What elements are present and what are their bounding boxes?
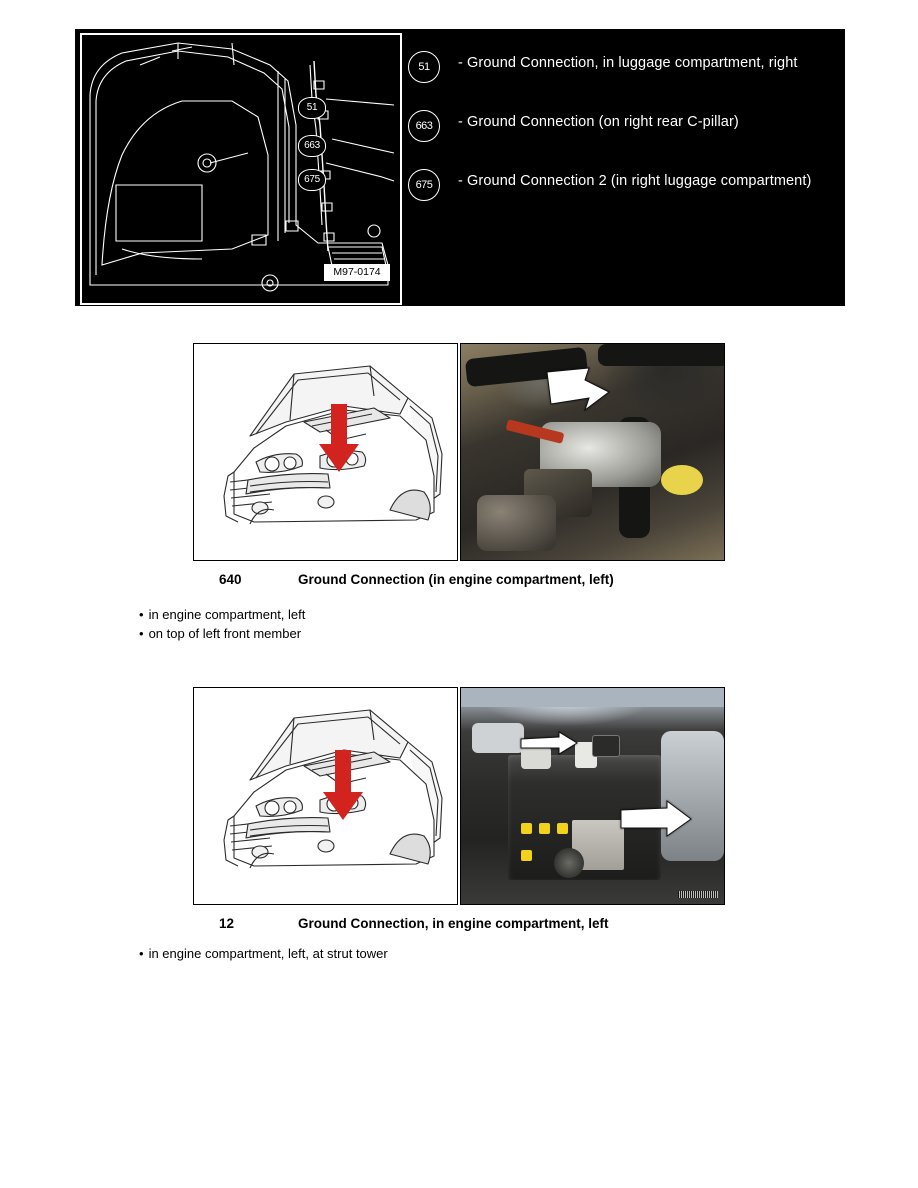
bullet-dot-icon: • (139, 946, 144, 961)
component-detail (477, 495, 556, 551)
list-item-label: in engine compartment, left (148, 607, 306, 622)
hose-detail (598, 344, 725, 366)
list-item (139, 625, 305, 644)
ground-connection-diagram-panel (75, 29, 845, 306)
warning-icon (521, 823, 532, 834)
caption-title: Ground Connection, in engine compartment, left (298, 916, 609, 931)
vehicle-illustration-12 (193, 687, 458, 905)
list-item (139, 945, 388, 964)
legend-bubble-663: 663 (408, 110, 440, 142)
section-ground-connection-640 (193, 343, 725, 590)
battery-photo-12 (460, 687, 725, 905)
battery-post (554, 848, 584, 878)
caption-number: 640 (219, 572, 242, 587)
list-item-label: on top of left front member (148, 625, 302, 641)
diagram-code: M97-0174 (324, 264, 390, 281)
caption-number: 12 (219, 916, 235, 931)
photo-content (461, 344, 724, 560)
caption-title: Ground Connection (in engine compartment, left) (298, 572, 614, 587)
list-item-label: in engine compartment, left, at strut tower (148, 946, 388, 961)
figure-row (193, 687, 725, 907)
callout-51: 51 (298, 97, 326, 119)
barcode-detail (678, 891, 718, 898)
battery-vent (592, 735, 620, 757)
bullet-list-12 (139, 945, 388, 964)
luggage-compartment-schematic (80, 33, 402, 305)
warning-icon (521, 850, 532, 861)
white-pointer-arrow (619, 800, 693, 838)
legend-text-51: - Ground Connection, in luggage compartment, right (458, 55, 798, 71)
bullet-dot-icon: • (139, 625, 144, 641)
legend-text-675: - Ground Connection 2 (in right luggage compartment) (458, 173, 812, 189)
white-pointer-arrow (519, 731, 579, 755)
vehicle-illustration-640 (193, 343, 458, 561)
legend-row (408, 169, 838, 228)
legend-row (408, 110, 838, 169)
warning-icon (539, 823, 550, 834)
legend-row (408, 51, 838, 110)
legend-bubble-675: 675 (408, 169, 440, 201)
bullet-list-640 (139, 606, 305, 643)
figure-caption-12 (193, 916, 725, 934)
schematic-line-art (82, 35, 396, 299)
warning-icon (557, 823, 568, 834)
engine-bay-photo-640 (460, 343, 725, 561)
photo-content (461, 688, 724, 904)
legend-bubble-51: 51 (408, 51, 440, 83)
red-pointer-arrow (318, 404, 360, 474)
red-pointer-arrow (322, 750, 364, 822)
list-item (139, 606, 305, 625)
figure-row (193, 343, 725, 563)
strut-tower (661, 731, 724, 861)
callout-663: 663 (298, 135, 326, 157)
bullet-dot-icon: • (139, 607, 144, 622)
connector-detail (661, 465, 703, 495)
white-pointer-arrow (545, 366, 611, 416)
legend-text-663: - Ground Connection (on right rear C-pillar) (458, 114, 739, 130)
reservoir-detail (472, 723, 525, 753)
figure-caption-640 (193, 572, 725, 590)
diagram-legend (408, 51, 838, 228)
strut-tower-edge (461, 688, 724, 707)
section-ground-connection-12 (193, 687, 725, 934)
callout-675: 675 (298, 169, 326, 191)
